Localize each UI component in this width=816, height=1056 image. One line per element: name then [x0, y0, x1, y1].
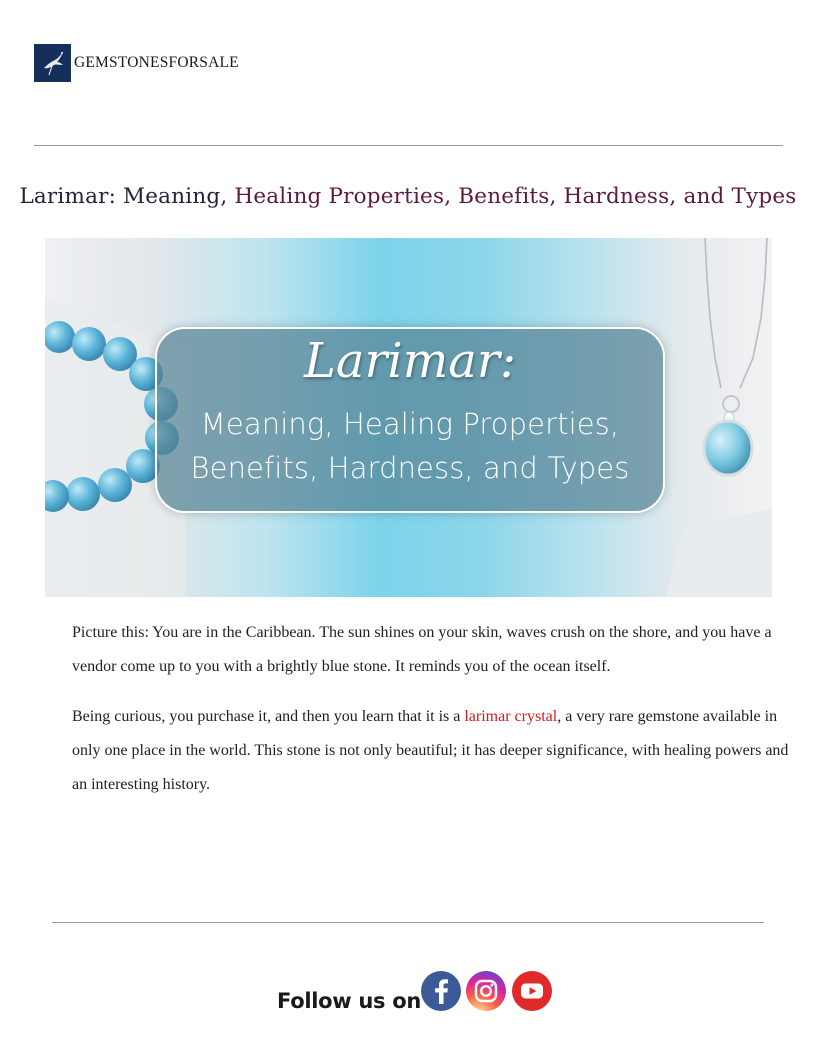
banner-subtitle-line2: Benefits, Hardness, and Types	[190, 451, 630, 485]
larimar-crystal-link[interactable]: larimar crystal	[464, 708, 558, 725]
youtube-icon[interactable]	[512, 971, 552, 1011]
intro-paragraph: Picture this: You are in the Caribbean. The sun shines on your skin, waves crush on the shore, and you have a vendor come up to you with a brightly blue stone. It reminds you of the ocean itself.	[72, 624, 772, 675]
article-title	[0, 184, 816, 209]
article-title-part2: Healing Properties, Benefits, Hardness, and Types	[234, 184, 797, 209]
hero-banner	[45, 238, 772, 597]
banner-text-panel	[155, 327, 665, 513]
follow-us-label: Follow us on	[277, 989, 421, 1013]
article-title-part1: Larimar: Meaning,	[19, 184, 235, 209]
footer-divider	[52, 922, 764, 923]
paragraph2-text-end: , a very rare gemstone available in only one place in the world. This stone is not only beautiful; it has deeper significance, with healing powers and an interesting history.	[72, 708, 789, 793]
header-divider	[34, 145, 783, 146]
second-paragraph	[72, 700, 802, 802]
instagram-icon[interactable]	[466, 971, 506, 1011]
banner-subtitle-line1: Meaning, Healing Properties,	[200, 407, 620, 441]
brand-name: GEMSTONESFORSALE	[74, 54, 239, 71]
site-logo[interactable]	[34, 44, 239, 82]
hummingbird-logo-icon	[34, 44, 71, 82]
banner-title: Larimar:	[303, 333, 517, 389]
paragraph2-text-start: Being curious, you purchase it, and then you learn that it is a	[72, 708, 465, 725]
necklace-chain	[705, 238, 767, 388]
facebook-icon[interactable]	[421, 971, 461, 1011]
